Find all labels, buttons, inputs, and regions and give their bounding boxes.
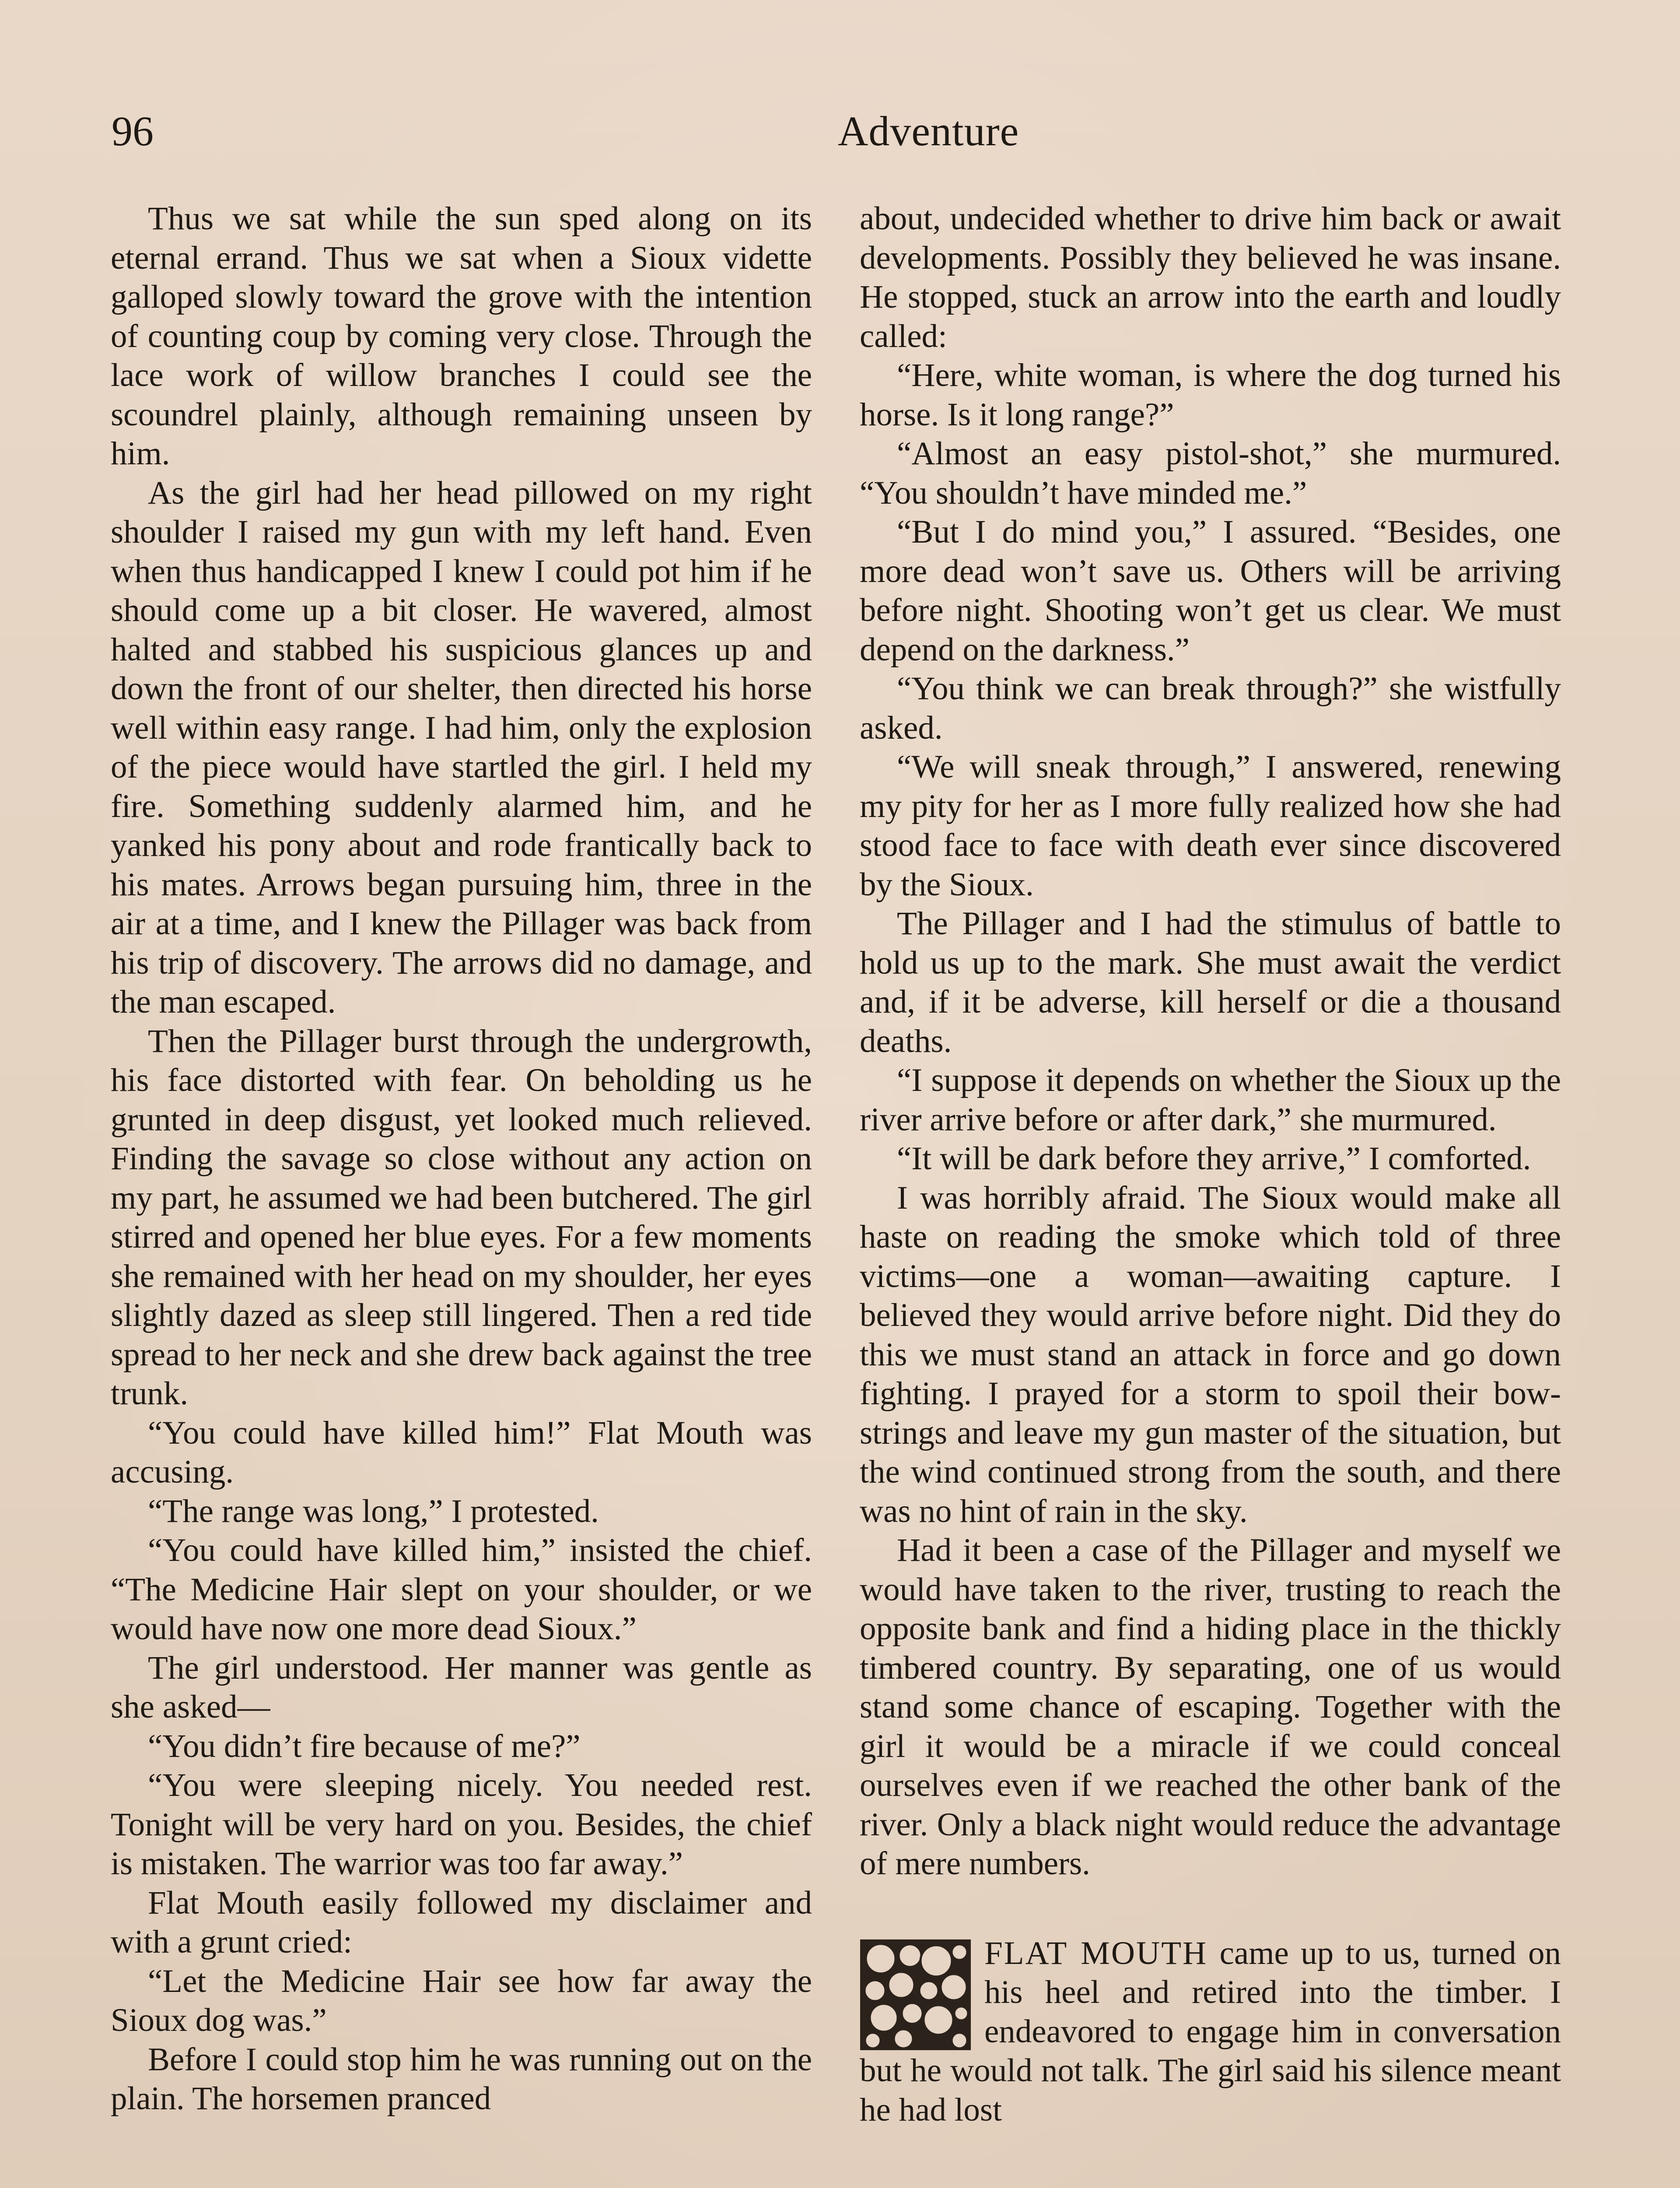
- paragraph: As the girl had her head pillowed on my right shoulder I raised my gun with my left hand. Even when thus handicapped I knew I could pot him if he should come up a bit closer. He wavered, almost halted and stabbed his suspicious glances up and down the front of our shelter, then directed his horse well within easy range. I had him, only the explosion of the piece would have startled the girl. I held my fire. Something suddenly alarmed him, and he yanked his pony about and rode frantically back to his mates. Arrows began pursuing him, three in the air at a time, and I knew the Pillager was back from his trip of discovery. The arrows did no damage, and the man escaped.: [111, 474, 812, 1020]
- paragraph: Thus we sat while the sun sped along on its eternal errand. Thus we sat when a Sioux vidette galloped slowly toward the grove with the intention of counting coup by coming very close. Through the lace work of willow branches I could see the scoundrel plainly, although remaining unseen by him.: [111, 200, 812, 472]
- paragraph: “It will be dark before they arrive,” I comforted.: [897, 1140, 1531, 1177]
- section-opening-text: came up to us, turned on his heel and retired into the timber. I endeavored to engage him in conversation but he would not talk. The girl said his silence meant he had lost: [860, 1935, 1561, 2128]
- paragraph: “We will sneak through,” I answered, renewing my pity for her as I more fully realized how she had stood face to face with death ever since discovered by the Sioux.: [860, 749, 1561, 903]
- paragraph: Before I could stop him he was running out on the plain. The horsemen pranced: [111, 2041, 812, 2117]
- paragraph: The Pillager and I had the stimulus of battle to hold us up to the mark. She must await the verdict and, if it be adverse, kill herself or die a thousand deaths.: [860, 905, 1561, 1059]
- paragraph: “Almost an easy pistol-shot,” she murmured. “You shouldn’t have minded me.”: [860, 435, 1561, 511]
- small-caps-lead: FLAT MOUTH: [984, 1935, 1208, 1971]
- paragraph: “The range was long,” I protested.: [148, 1493, 599, 1529]
- paragraph: Then the Pillager burst through the undergrowth, his face distorted with fear. On beholding us he grunted in deep disgust, yet looked much relieved. Finding the savage so close without any action on my part, he assumed we had been butchered. The girl stirred and opened her blue eyes. For a few moments she remained with her head on my shoulder, her eyes slightly dazed as sleep still lingered. Then a red tide spread to her neck and she drew back against the tree trunk.: [111, 1023, 812, 1412]
- paragraph: about, undecided whether to drive him back or await developments. Possibly they believed he was insane. He stopped, stuck an arrow into the earth and loudly called:: [860, 200, 1561, 354]
- section-opening-paragraph: [860, 1934, 1561, 2130]
- paragraph: “Let the Medicine Hair see how far away the Sioux dog was.”: [111, 1963, 812, 2038]
- paragraph: “But I do mind you,” I assured. “Besides, one more dead won’t save us. Others will be arriving before night. Shooting won’t get us clear. We must depend on the darkness.”: [860, 514, 1561, 668]
- paragraph: “You think we can break through?” she wistfully asked.: [860, 670, 1561, 746]
- paragraph: “You could have killed him!” Flat Mouth was accusing.: [111, 1414, 812, 1490]
- left-column: [111, 199, 812, 2118]
- paragraph: “You were sleeping nicely. You needed rest. Tonight will be very hard on you. Besides, the chief is mistaken. The warrior was too far away.”: [111, 1767, 812, 1882]
- section-break: [860, 1883, 1561, 1934]
- paragraph: Flat Mouth easily followed my disclaimer and with a grunt cried:: [111, 1884, 812, 1960]
- running-title: Adventure: [838, 108, 1019, 154]
- paragraph: Had it been a case of the Pillager and myself we would have taken to the river, trusting to reach the opposite bank and find a hiding place in the thickly timbered country. By separating, one of us would stand some chance of escaping. Together with the girl it would be a miracle if we could conceal ourselves even if we reached the other bank of the river. Only a black night would reduce the advantage of mere numbers.: [860, 1532, 1561, 1882]
- right-column: [860, 199, 1561, 2129]
- paragraph: “You could have killed him,” insisted the chief. “The Medicine Hair slept on your shoulder, or we would have now one more dead Sioux.”: [111, 1532, 812, 1647]
- paragraph: “You didn’t fire because of me?”: [148, 1728, 581, 1764]
- ornamental-drop-cap-icon: [860, 1939, 971, 2051]
- paragraph: “Here, white woman, is where the dog turned his horse. Is it long range?”: [860, 357, 1561, 433]
- page-header: [112, 101, 1568, 162]
- paragraph: The girl understood. Her manner was gentle as she asked—: [111, 1649, 812, 1725]
- page-number: 96: [112, 108, 154, 154]
- paragraph: I was horribly afraid. The Sioux would make all haste on reading the smoke which told of three victims—one a woman—awaiting capture. I believed they would arrive before night. Did they do this we must stand an attack in force and go down fighting. I prayed for a storm to spoil their bow-strings and leave my gun master of the situation, but the wind continued strong from the south, and there was no hint of rain in the sky.: [860, 1179, 1561, 1529]
- paragraph: “I suppose it depends on whether the Sioux up the river arrive before or after dark,” she murmured.: [860, 1062, 1561, 1138]
